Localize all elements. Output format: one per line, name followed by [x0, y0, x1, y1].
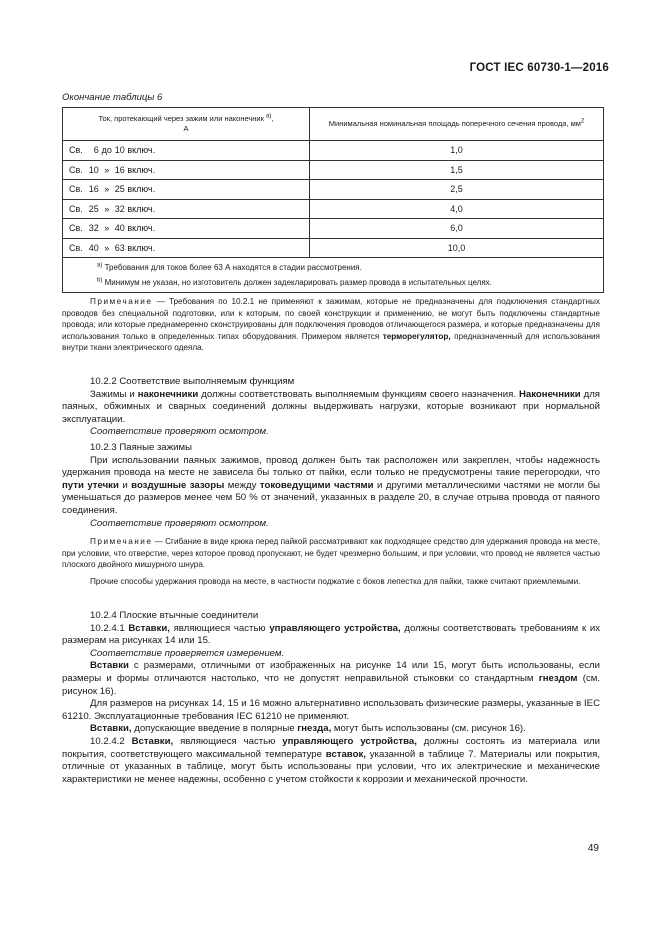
section-10-2-2 — [62, 376, 600, 439]
current-range-cell: Св. 10 » 16 включ. — [63, 160, 310, 180]
note-paragraph: Примечание — Требования по 10.2.1 не применяют к зажимам, которые не предназначены для подключения стандартных проводов без специальной подготовки, или к которым, по своей конструкции и применению, не могут быть подключены стандартные провода; или которые преднамеренно сконструированы для подключения проводов отличающегося размера, и которые предназначены для использования только в определенных типах оборудования. Примером является терморегулятор, предназначенный для использования внутри ткани электрического одеяла. — [62, 297, 600, 352]
page-number: 49 — [587, 843, 599, 854]
section-paragraph: Вставки, допускающие введение в полярные гнезда, могут быть использованы (см. рисунок 16). — [90, 723, 526, 735]
check-statement: Соответствие проверяется измерением. — [90, 647, 285, 659]
footnote-a: $^{a)}$ Требования для токов более 63 А находятся в стадии рассмотрения. — [97, 262, 362, 272]
wire-area-cell: 2,5 — [310, 180, 604, 200]
wire-area-cell: 4,0 — [310, 199, 604, 219]
standard-header: ГОСТ IEC 60730-1—2016 — [469, 62, 609, 74]
note-extra-paragraph: Прочие способы удержания провода на месте, в частности поджатие с боков лепестка для пайки, также считают приемлемыми. — [90, 576, 581, 586]
section-10-2-3 — [62, 442, 600, 587]
section-heading: 10.2.4 Плоские втычные соединители — [90, 610, 259, 621]
section-paragraph: 10.2.4.2 Вставки, являющиеся частью управляющего устройства, должны состоять из материала или покрытия, соответствующего максимальной температуре вставок, указанной в таблице 7. Материалы или покрытия, отличные от указанных в таблице, могут быть использованы при условии, что их электрические и механические характеристики не менее надежны, особенно с учетом стойкости к коррозии и механической прочности. — [62, 735, 601, 785]
check-statement: Соответствие проверяют осмотром. — [90, 517, 269, 529]
section-paragraph: Зажимы и наконечники должны соответствовать выполняемым функциям своего назначения. Наконечники для паяных, обжимных и сварных соединений должны выдерживать нагрузки, которые возникают при нормальной эксплуатации. — [62, 388, 600, 425]
section-10-2-4 — [62, 610, 600, 786]
table-header-row — [63, 108, 604, 141]
section-heading: 10.2.2 Соответствие выполняемым функциям — [90, 376, 295, 387]
current-range-cell: Св. 6 до 10 включ. — [63, 141, 310, 161]
table-row — [63, 199, 604, 219]
check-statement: Соответствие проверяют осмотром. — [90, 426, 269, 438]
current-range-cell: Св. 25 » 32 включ. — [63, 199, 310, 219]
section-heading: 10.2.3 Паяные зажимы — [90, 442, 192, 453]
table-row — [63, 180, 604, 200]
wire-area-cell: 10,0 — [310, 238, 604, 258]
table-row — [63, 219, 604, 239]
table-footnotes — [63, 258, 604, 293]
section-paragraph: При использовании паяных зажимов, провод должен быть так расположен или закреплен, чтобы надежность удержания провода на месте не зависела бы только от пайки, если только не предусмотрены такие перегородки, что пути утечки и воздушные зазоры между токоведущими частями и другими металлическими частями не могли бы уменьшаться до размеров менее чем 50 % от значений, указанных в разделе 20, в случае отрыва провода от паяного соединения. — [62, 454, 600, 516]
section-paragraph: Для размеров на рисунках 14, 15 и 16 можно альтернативно использовать физические размеры, указанные в IEC 61210. Эксплуатационные требования IEC 61210 не применяют. — [62, 698, 600, 722]
table-caption: Окончание таблицы 6 — [62, 92, 163, 103]
note-paragraph: Примечание — Сгибание в виде крюка перед пайкой рассматривают как подходящее средство для удержания провода на месте, при условии, что отверстие, через которое провод пропускают, не будет чрезмерно большим, и при условии, что провод не является частью плоского двойного мишурного шнура. — [62, 537, 600, 570]
current-range-cell: Св. 16 » 25 включ. — [63, 180, 310, 200]
section-paragraph: Вставки с размерами, отличными от изображенных на рисунке 14 или 15, могут быть использованы, если размеры и формы отличаются настолько, что не допустят неправильной стыковки со стандартным гнездом (см. рисунок 16). — [62, 660, 600, 697]
current-range-cell: Св. 32 » 40 включ. — [63, 219, 310, 239]
wire-area-cell: 6,0 — [310, 219, 604, 239]
wire-area-cell: 1,0 — [310, 141, 604, 161]
note-10-2-1 — [62, 296, 600, 354]
wire-size-table — [62, 107, 604, 293]
current-range-cell: Св. 40 » 63 включ. — [63, 238, 310, 258]
current-column-header: Ток, протекающий через зажим или наконечник $^{a)}$, A — [63, 108, 310, 141]
footnote-b: $^{b)}$ Минимум не указан, но изготовитель должен задекларировать размер провода в испытательных целях. — [97, 277, 492, 287]
section-paragraph: 10.2.4.1 Вставки, являющиеся частью управляющего устройства, должны соответствовать требованиям к их размерам на рисунках 14 или 15. — [62, 622, 600, 647]
table-row — [63, 238, 604, 258]
wire-area-cell: 1,5 — [310, 160, 604, 180]
table-row — [63, 141, 604, 161]
table-notes-row — [63, 258, 604, 293]
area-column-header: Минимальная номинальная площадь поперечного сечения провода, $мм^2$ — [310, 108, 604, 141]
table-row — [63, 160, 604, 180]
